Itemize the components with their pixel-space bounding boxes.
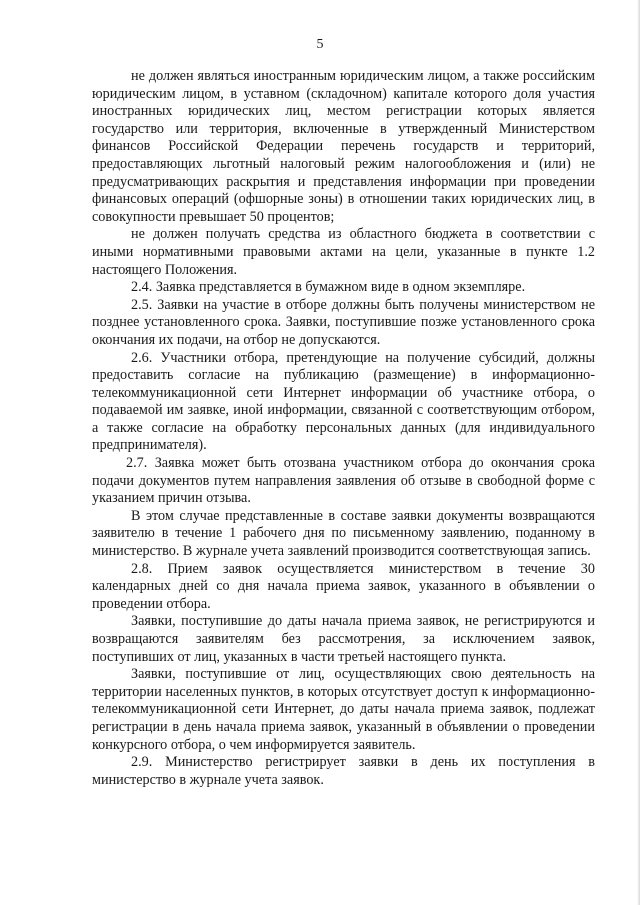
paragraph-2-8-early-applications: Заявки, поступившие до даты начала приема заявок, не регистрируются и возвращаются заявителям без рассмотрения, за исключением заявок, поступивших от лиц, указанных в части третьей настоящего пункта. xyxy=(92,613,595,665)
paragraph-2-9: 2.9. Министерство регистрирует заявки в день их поступления в министерство в журнале учета заявок. xyxy=(92,754,595,788)
document-body xyxy=(92,68,595,789)
paragraph-2-4: 2.4. Заявка представляется в бумажном виде в одном экземпляре. xyxy=(131,279,526,296)
paragraph-foreign-entity-condition: не должен являться иностранным юридическим лицом, а также российским юридическим лицом, в уставном (складочном) капитале которого доля участия иностранных юридических лиц, местом регистрации которых является государство или территория, включенные в утвержденный Министерством финансов Российской Федерации перечень государств и территорий, предоставляющих льготный налоговый режим налогообложения и (или) не предусматривающих раскрытия и представления информации при проведении финансовых операций (офшорные зоны) в отношении таких юридических лиц, в совокупности превышает 50 процентов; xyxy=(92,68,595,225)
paragraph-2-5: 2.5. Заявки на участие в отборе должны быть получены министерством не позднее установленного срока. Заявки, поступившие позже установленного срока окончания их подачи, на отбор не допускаются. xyxy=(92,296,595,348)
paragraph-2-7-return: В этом случае представленные в составе заявки документы возвращаются заявителю в течение 1 рабочего дня по письменному заявлению, поданному в министерство. В журнале учета заявлений производится соответствующая запись. xyxy=(92,507,595,560)
paragraph-2-7: 2.7. Заявка может быть отозвана участником отбора до окончания срока подачи документов путем направления заявления об отзыве в свободной форме с указанием причин отзыва. xyxy=(92,455,595,507)
page-number: 5 xyxy=(316,37,324,52)
paragraph-2-8-no-internet: Заявки, поступившие от лиц, осуществляющих свою деятельность на территории населенных пунктов, в которых отсутствует доступ к информационно-телекоммуникационной сети Интернет, до даты начала приема заявок, подлежат регистрации в день начала приема заявок, указанный в объявлении о проведении конкурсного отбора, о чем информируется заявитель. xyxy=(92,666,595,753)
paragraph-2-8: 2.8. Прием заявок осуществляется министерством в течение 30 календарных дней со дня начала приема заявок, указанного в объявлении о проведении отбора. xyxy=(92,560,595,612)
paragraph-2-6: 2.6. Участники отбора, претендующие на получение субсидий, должны предоставить согласие на публикацию (размещение) в информационно-телекоммуникационной сети Интернет информации об участнике отбора, о подаваемой им заявке, иной информации, связанной с соответствующим отбором, а также согласие на обработку персональных данных (для индивидуального предпринимателя). xyxy=(92,349,595,454)
paragraph-regional-budget-condition: не должен получать средства из областного бюджета в соответствии с иными нормативными правовыми актами на цели, указанные в пункте 1.2 настоящего Положения. xyxy=(92,226,595,278)
